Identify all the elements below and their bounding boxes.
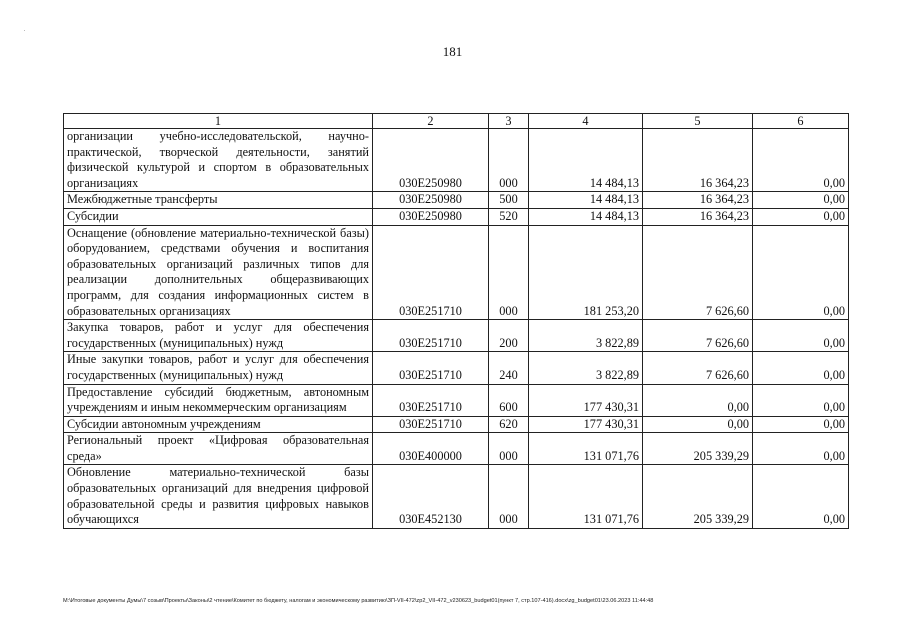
row-code: 030E251710	[373, 352, 489, 384]
table-row	[64, 129, 849, 192]
table-row	[64, 225, 849, 320]
row-expense-type: 500	[489, 192, 529, 209]
table-row	[64, 433, 849, 465]
row-value-1: 181 253,20	[529, 225, 643, 320]
row-value-2: 16 364,23	[643, 129, 753, 192]
row-code: 030E251710	[373, 384, 489, 416]
row-value-1: 3 822,89	[529, 320, 643, 352]
row-name: Оснащение (обновление материально-технической базы) оборудованием, средствами обучения и воспитания образовательных организаций различных типов для реализации дополнительных общеразвивающих программ, для создания информационных систем в образовательных организациях	[64, 225, 373, 320]
row-code: 030E452130	[373, 465, 489, 528]
row-code: 030E251710	[373, 416, 489, 433]
table-row	[64, 320, 849, 352]
scan-speck	[24, 30, 25, 31]
row-value-2: 0,00	[643, 384, 753, 416]
row-value-1: 14 484,13	[529, 192, 643, 209]
header-row	[64, 114, 849, 129]
row-code: 030E250980	[373, 192, 489, 209]
row-value-3: 0,00	[753, 129, 849, 192]
row-value-2: 7 626,60	[643, 320, 753, 352]
row-value-3: 0,00	[753, 384, 849, 416]
col-header-4: 4	[529, 114, 643, 129]
row-value-2: 205 339,29	[643, 465, 753, 528]
table-row	[64, 352, 849, 384]
document-path-footer: M:\Итоговые документы Думы\7 созыв\Проекты\Законы\2 чтение\Комитет по бюджету, налогам и экономическому развитию\ЗП-VII-472\zp2_VII-472_v230623_budget01(пункт 7, стр.107-416).docx\zg_budget01\23.06.2023 11:44:48	[63, 598, 654, 604]
table-row	[64, 465, 849, 528]
row-value-1: 14 484,13	[529, 208, 643, 225]
row-value-2: 7 626,60	[643, 352, 753, 384]
row-code: 030E400000	[373, 433, 489, 465]
row-value-1: 14 484,13	[529, 129, 643, 192]
row-value-1: 3 822,89	[529, 352, 643, 384]
row-value-3: 0,00	[753, 208, 849, 225]
row-value-3: 0,00	[753, 433, 849, 465]
table-row	[64, 384, 849, 416]
row-value-3: 0,00	[753, 416, 849, 433]
row-expense-type: 620	[489, 416, 529, 433]
row-expense-type: 000	[489, 465, 529, 528]
row-expense-type: 240	[489, 352, 529, 384]
row-code: 030E251710	[373, 225, 489, 320]
row-expense-type: 000	[489, 129, 529, 192]
budget-table	[63, 113, 849, 529]
row-code: 030E250980	[373, 129, 489, 192]
col-header-3: 3	[489, 114, 529, 129]
row-value-2: 16 364,23	[643, 208, 753, 225]
row-value-2: 205 339,29	[643, 433, 753, 465]
table-row	[64, 416, 849, 433]
row-name: Межбюджетные трансферты	[64, 192, 373, 209]
row-name: Региональный проект «Цифровая образовательная среда»	[64, 433, 373, 465]
row-expense-type: 600	[489, 384, 529, 416]
row-value-3: 0,00	[753, 192, 849, 209]
row-value-1: 177 430,31	[529, 416, 643, 433]
row-expense-type: 520	[489, 208, 529, 225]
row-value-3: 0,00	[753, 320, 849, 352]
row-name: Предоставление субсидий бюджетным, автономным учреждениям и иным некоммерческим организациям	[64, 384, 373, 416]
page-number: 181	[442, 44, 463, 59]
row-value-3: 0,00	[753, 352, 849, 384]
row-value-3: 0,00	[753, 225, 849, 320]
row-value-1: 177 430,31	[529, 384, 643, 416]
col-header-1: 1	[64, 114, 373, 129]
row-expense-type: 200	[489, 320, 529, 352]
row-value-2: 0,00	[643, 416, 753, 433]
row-name: Иные закупки товаров, работ и услуг для обеспечения государственных (муниципальных) нужд	[64, 352, 373, 384]
table-row	[64, 192, 849, 209]
row-name: Закупка товаров, работ и услуг для обеспечения государственных (муниципальных) нужд	[64, 320, 373, 352]
col-header-5: 5	[643, 114, 753, 129]
row-code: 030E251710	[373, 320, 489, 352]
row-code: 030E250980	[373, 208, 489, 225]
table-row	[64, 208, 849, 225]
row-value-2: 7 626,60	[643, 225, 753, 320]
row-name: организации учебно-исследовательской, научно-практической, творческой деятельности, занятий физической культурой и спортом в образовательных организациях	[64, 129, 373, 192]
col-header-2: 2	[373, 114, 489, 129]
row-value-3: 0,00	[753, 465, 849, 528]
row-value-1: 131 071,76	[529, 433, 643, 465]
row-expense-type: 000	[489, 225, 529, 320]
row-name: Субсидии автономным учреждениям	[64, 416, 373, 433]
row-name: Обновление материально-технической базы образовательных организаций для внедрения цифровой образовательной среды и развития цифровых навыков обучающихся	[64, 465, 373, 528]
row-name: Субсидии	[64, 208, 373, 225]
col-header-6: 6	[753, 114, 849, 129]
row-value-1: 131 071,76	[529, 465, 643, 528]
row-expense-type: 000	[489, 433, 529, 465]
row-value-2: 16 364,23	[643, 192, 753, 209]
